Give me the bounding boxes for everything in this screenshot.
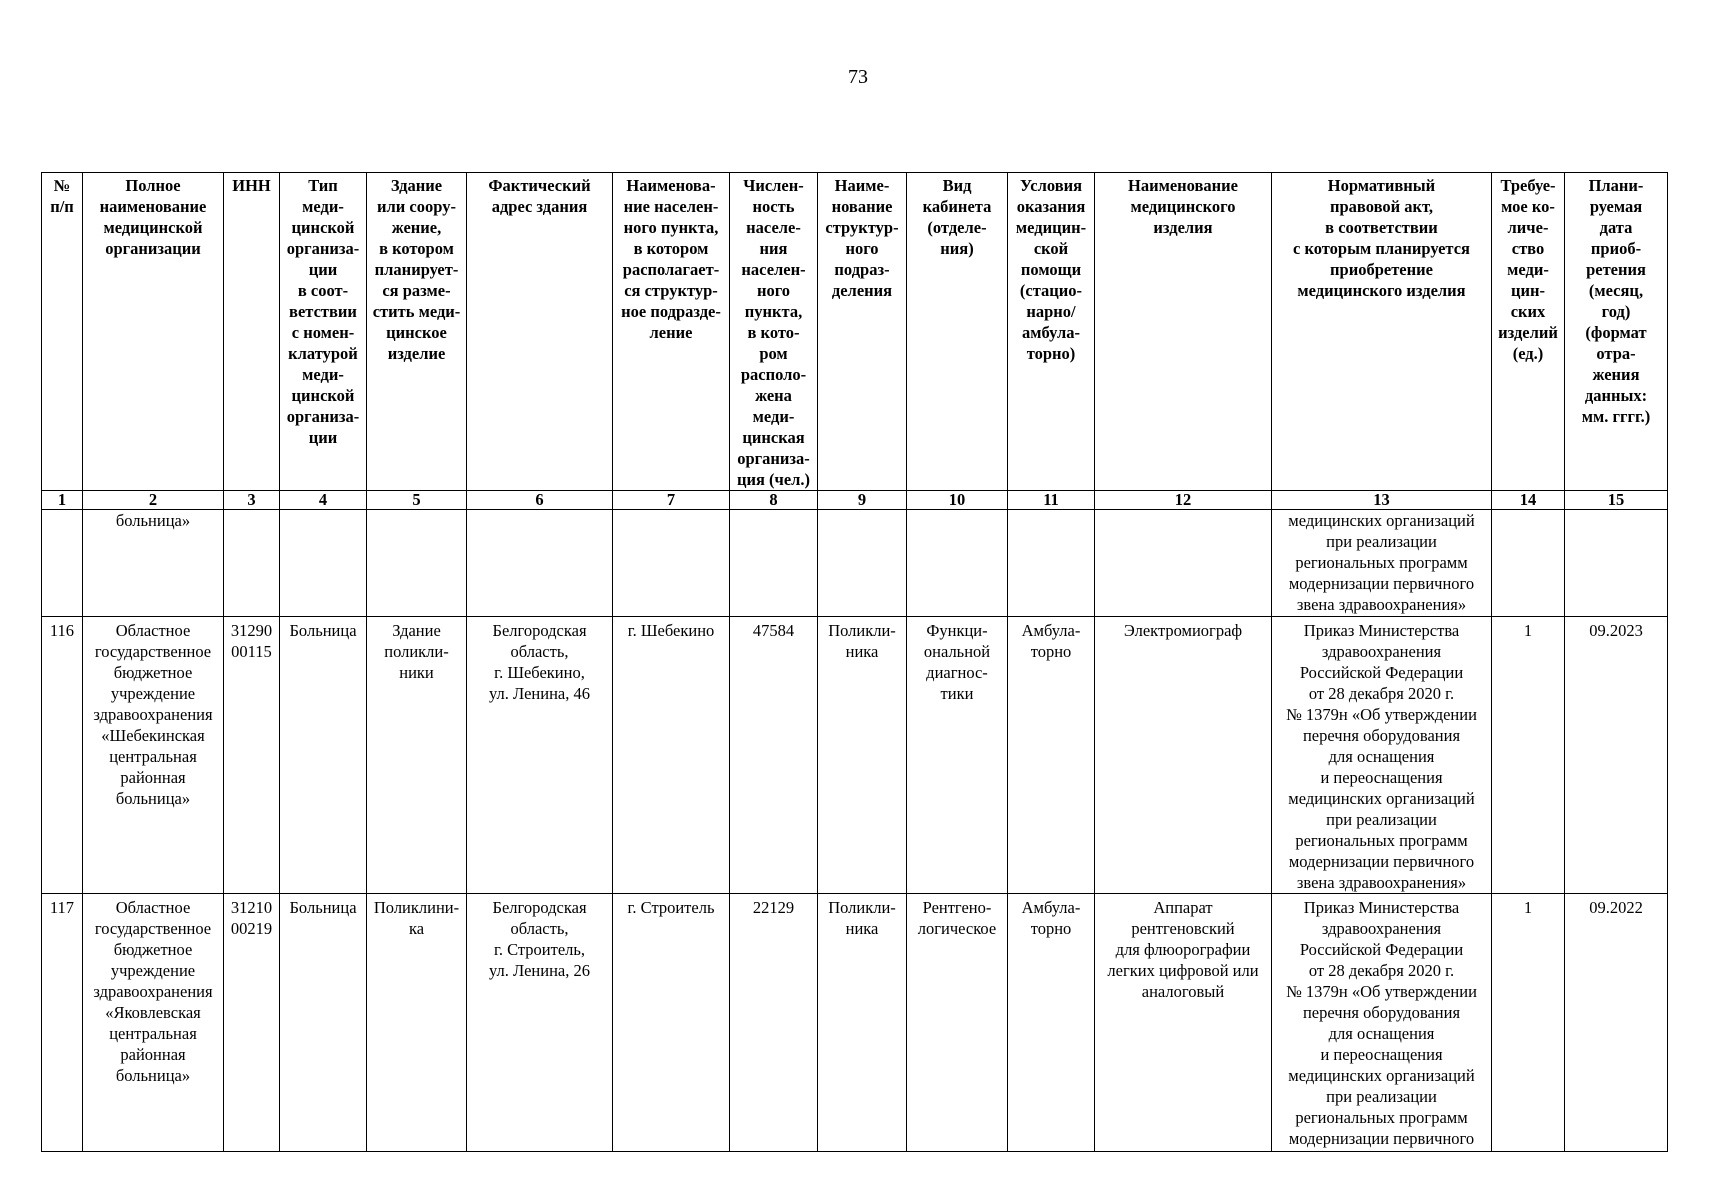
purchase-date-cell: 09.2022 xyxy=(1565,894,1668,1152)
column-number: 14 xyxy=(1492,491,1565,510)
room-type-cell: Рентгено- логическое xyxy=(907,894,1008,1152)
header-cell: Фактический адрес здания xyxy=(467,173,613,491)
column-number: 11 xyxy=(1008,491,1095,510)
column-number: 8 xyxy=(730,491,818,510)
legal-act-cell: Приказ Министерства здравоохранения Российской Федерации от 28 декабря 2020 г. № 1379н «Об утверждении перечня оборудования для оснащения и переоснащения медицинских организаций при реализации региональных программ модернизации первичного звена здравоохранения» xyxy=(1272,617,1492,894)
header-row xyxy=(42,173,1668,491)
org-type-cell: Больница xyxy=(280,617,367,894)
device-name-cell: Электромиограф xyxy=(1095,617,1272,894)
column-number: 4 xyxy=(280,491,367,510)
column-number: 1 xyxy=(42,491,83,510)
locality-cell: г. Строитель xyxy=(613,894,730,1152)
header-cell: Условия оказания медицин- ской помощи (стацио- нарно/ амбула- торно) xyxy=(1008,173,1095,491)
column-number-row xyxy=(42,491,1668,510)
care-conditions-cell: Амбула- торно xyxy=(1008,617,1095,894)
care-conditions-cell: Амбула- торно xyxy=(1008,894,1095,1152)
table-cell xyxy=(818,510,907,617)
table-cell xyxy=(1565,510,1668,617)
quantity-cell: 1 xyxy=(1492,617,1565,894)
header-cell: Нормативный правовой акт, в соответствии с которым планируется приобретение медицинского изделия xyxy=(1272,173,1492,491)
header-cell: Числен- ность населе- ния населен- ного пункта, в кото- ром располо- жена меди- цинская организа- ция (чел.) xyxy=(730,173,818,491)
header-cell: Наименова- ние населен- ного пункта, в котором располагает- ся структур- ное подразде- ление xyxy=(613,173,730,491)
header-cell: Наиме- нование структур- ного подраз- деления xyxy=(818,173,907,491)
unit-cell: Поликли- ника xyxy=(818,617,907,894)
purchase-date-cell: 09.2023 xyxy=(1565,617,1668,894)
org-name-cell: Областное государственное бюджетное учреждение здравоохранения «Яковлевская центральная районная больница» xyxy=(83,894,224,1152)
table-cell xyxy=(613,510,730,617)
header-cell: Требуе- мое ко- личе- ство меди- цин- ских изделий (ед.) xyxy=(1492,173,1565,491)
room-type-cell: Функци- ональной диагнос- тики xyxy=(907,617,1008,894)
table-cell xyxy=(907,510,1008,617)
table-cell xyxy=(730,510,818,617)
unit-cell: Поликли- ника xyxy=(818,894,907,1152)
column-number: 6 xyxy=(467,491,613,510)
org-name-cell: Областное государственное бюджетное учреждение здравоохранения «Шебекинская центральная районная больница» xyxy=(83,617,224,894)
address-cell: Белгородская область, г. Шебекино, ул. Ленина, 46 xyxy=(467,617,613,894)
column-number: 10 xyxy=(907,491,1008,510)
header-cell: Вид кабинета (отделе- ния) xyxy=(907,173,1008,491)
device-name-cell: Аппарат рентгеновский для флюорографии легких цифровой или аналоговый xyxy=(1095,894,1272,1152)
building-cell: Поликлини- ка xyxy=(367,894,467,1152)
inn-cell: 31290 00115 xyxy=(224,617,280,894)
medical-equipment-table xyxy=(41,172,1668,1152)
row-number-cell: 116 xyxy=(42,617,83,894)
table-row xyxy=(42,617,1668,894)
column-number: 2 xyxy=(83,491,224,510)
row-number-cell: 117 xyxy=(42,894,83,1152)
table-cell xyxy=(224,510,280,617)
table-cell xyxy=(1008,510,1095,617)
inn-cell: 31210 00219 xyxy=(224,894,280,1152)
population-cell: 47584 xyxy=(730,617,818,894)
legal-act-cell: Приказ Министерства здравоохранения Российской Федерации от 28 декабря 2020 г. № 1379н «Об утверждении перечня оборудования для оснащения и переоснащения медицинских организаций при реализации региональных программ модернизации первичного xyxy=(1272,894,1492,1152)
column-number: 3 xyxy=(224,491,280,510)
column-number: 9 xyxy=(818,491,907,510)
continuation-row xyxy=(42,510,1668,617)
header-cell: Плани- руемая дата приоб- ретения (месяц, год) (формат отра- жения данных: мм. гггг.) xyxy=(1565,173,1668,491)
population-cell: 22129 xyxy=(730,894,818,1152)
header-cell: Тип меди- цинской организа- ции в соот- ветствии с номен- клатурой меди- цинской организа- ции xyxy=(280,173,367,491)
table-row xyxy=(42,894,1668,1152)
header-cell: Полное наименование медицинской организации xyxy=(83,173,224,491)
org-type-cell: Больница xyxy=(280,894,367,1152)
locality-cell: г. Шебекино xyxy=(613,617,730,894)
legal-act-cell: медицинских организаций при реализации региональных программ модернизации первичного звена здравоохранения» xyxy=(1272,510,1492,617)
header-cell: Наименование медицинского изделия xyxy=(1095,173,1272,491)
header-cell: Здание или соору- жение, в котором планирует- ся разме- стить меди- цинское изделие xyxy=(367,173,467,491)
quantity-cell: 1 xyxy=(1492,894,1565,1152)
header-cell: ИНН xyxy=(224,173,280,491)
table-cell xyxy=(467,510,613,617)
building-cell: Здание поликли- ники xyxy=(367,617,467,894)
table-cell xyxy=(1492,510,1565,617)
page-number: 73 xyxy=(848,66,868,88)
column-number: 15 xyxy=(1565,491,1668,510)
column-number: 5 xyxy=(367,491,467,510)
column-number: 7 xyxy=(613,491,730,510)
org-name-cell: больница» xyxy=(83,510,224,617)
table-cell xyxy=(367,510,467,617)
column-number: 13 xyxy=(1272,491,1492,510)
address-cell: Белгородская область, г. Строитель, ул. Ленина, 26 xyxy=(467,894,613,1152)
table-cell xyxy=(42,510,83,617)
header-cell: № п/п xyxy=(42,173,83,491)
column-number: 12 xyxy=(1095,491,1272,510)
table-cell xyxy=(280,510,367,617)
table-cell xyxy=(1095,510,1272,617)
